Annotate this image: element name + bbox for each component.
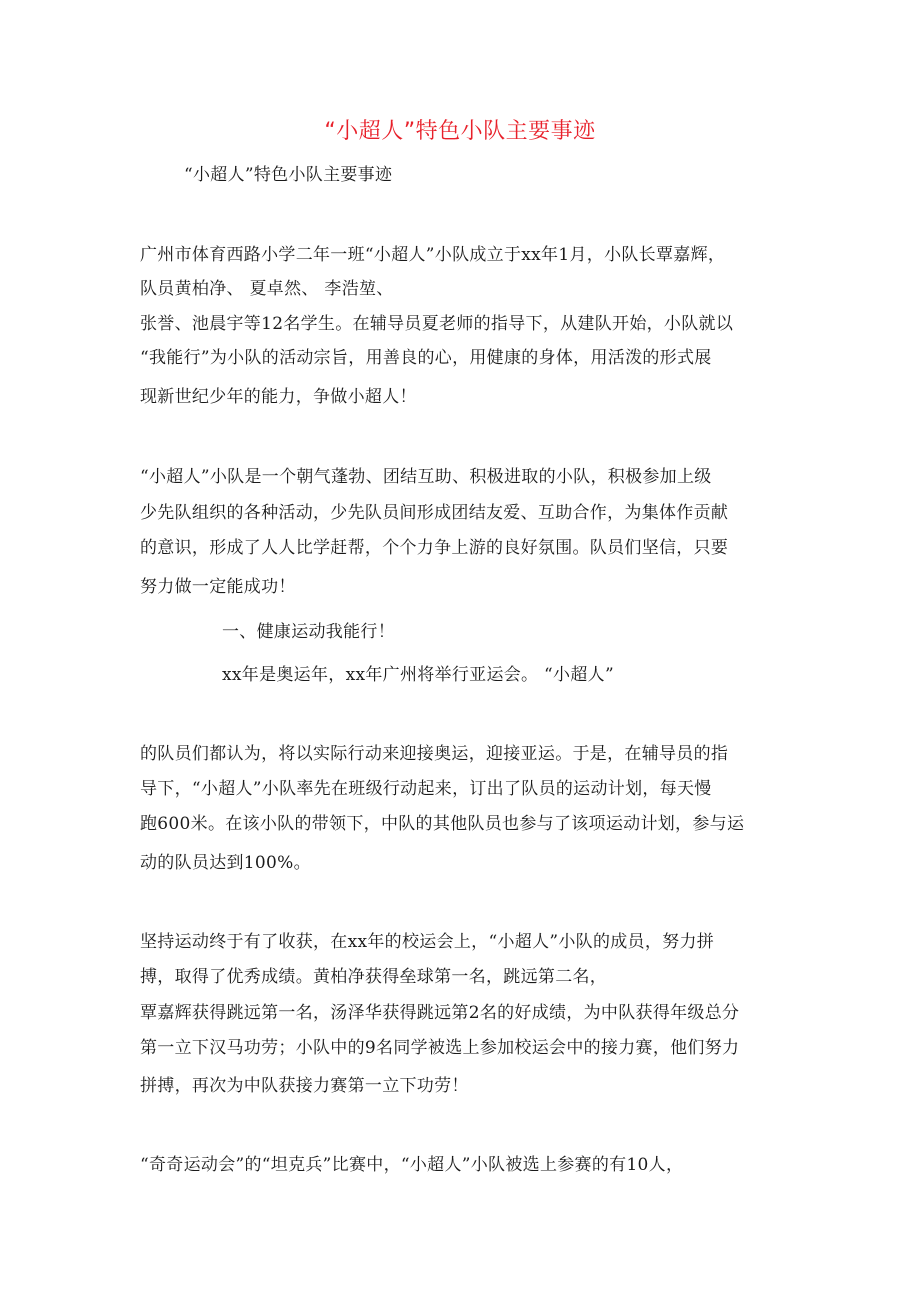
text-line: “我能行”为小队的活动宗旨，用善良的心，用健康的身体，用活泼的形式展 (140, 348, 712, 368)
text-line: 搏，取得了优秀成绩。黄柏净获得垒球第一名，跳远第二名， (140, 967, 608, 987)
text-line: 的队员们都认为，将以实际行动来迎接奥运，迎接亚运。于是，在辅导员的指 (140, 744, 729, 764)
text-line: 导下，“小超人”小队率先在班级行动起来，订出了队员的运动计划，每天慢 (140, 779, 712, 799)
text-line: 现新世纪少年的能力，争做小超人！ (140, 387, 417, 407)
text-line: “奇奇运动会”的“坦克兵”比赛中，“小超人”小队被选上参赛的有10人， (140, 1155, 684, 1175)
text-line: 张誉、池晨宇等12名学生。在辅导员夏老师的指导下，从建队开始，小队就以 (140, 314, 734, 334)
text-line: 跑600米。在该小队的带领下，中队的其他队员也参与了该项运动计划，参与运 (140, 814, 745, 834)
document-subtitle: “小超人”特色小队主要事迹 (184, 165, 393, 185)
document-title: “小超人”特色小队主要事迹 (324, 119, 596, 144)
text-line: 努力做一定能成功！ (140, 577, 296, 597)
text-line: 第一立下汉马功劳；小队中的9名同学被选上参加校运会中的接力赛，他们努力 (140, 1038, 740, 1058)
text-line: 广州市体育西路小学二年一班“小超人”小队成立于xx年1月，小队长覃嘉辉， (140, 245, 726, 265)
text-line: 队员黄柏净、 夏卓然、 李浩堃、 (140, 279, 394, 299)
text-line: 动的队员达到100%。 (140, 853, 311, 873)
text-line: 少先队组织的各种活动，少先队员间形成团结友爱、互助合作，为集体作贡献 (140, 503, 729, 523)
section-heading: 一、健康运动我能行！ (222, 622, 395, 642)
text-line: 覃嘉辉获得跳远第一名，汤泽华获得跳远第2名的好成绩，为中队获得年级总分 (140, 1003, 740, 1023)
text-line: “小超人”小队是一个朝气蓬勃、团结互助、积极进取的小队，积极参加上级 (140, 467, 712, 487)
text-line: 坚持运动终于有了收获，在xx年的校运会上，“小超人”小队的成员，努力拼 (140, 932, 715, 952)
text-line: 拼搏，再次为中队获接力赛第一立下功劳！ (140, 1076, 469, 1096)
text-line: 的意识，形成了人人比学赶帮，个个力争上游的良好氛围。队员们坚信，只要 (140, 538, 729, 558)
text-line: xx年是奥运年，xx年广州将举行亚运会。 “小超人” (222, 665, 614, 685)
